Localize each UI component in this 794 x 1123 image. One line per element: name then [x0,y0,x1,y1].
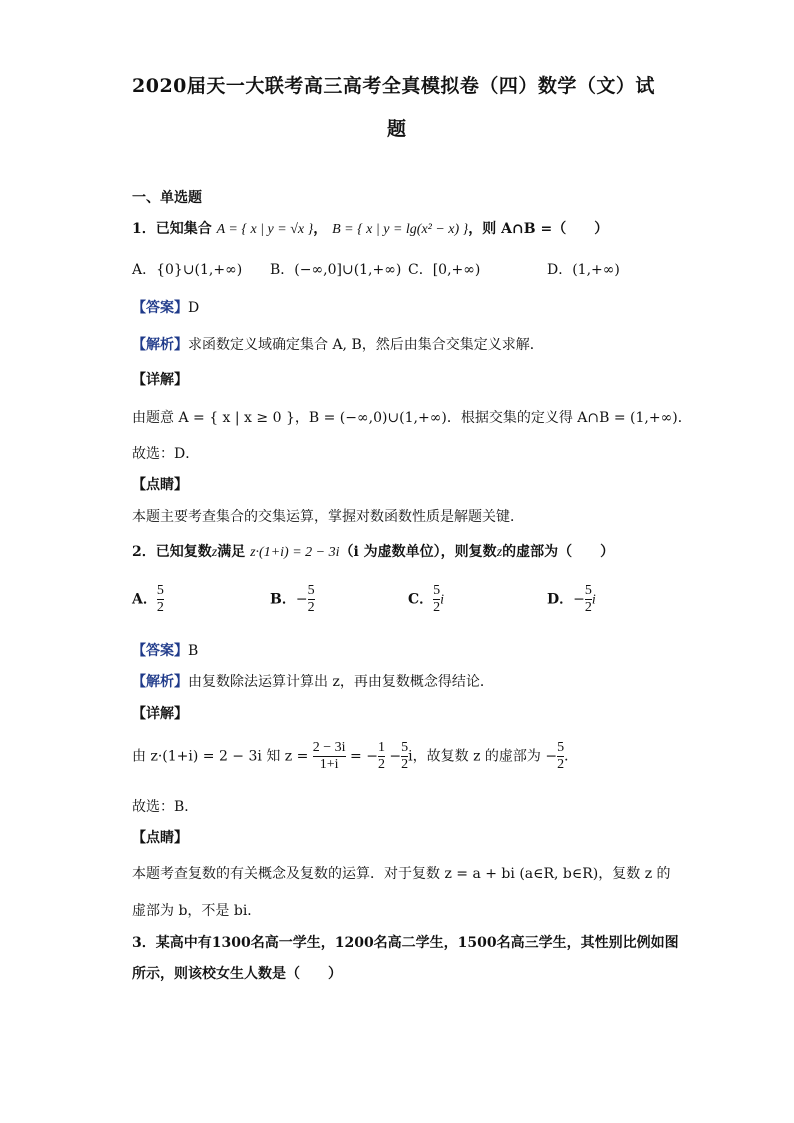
denominator: 2 [557,757,565,773]
analysis-text: 由复数除法运算计算出 z，再由复数概念得结论． [188,674,494,690]
q1-comment-text: 本题主要考查集合的交集运算，掌握对数函数性质是解题关键． [132,509,524,525]
answer-value: B [188,643,199,659]
imaginary-unit: i [440,592,445,608]
variable-z: z [496,545,503,560]
denominator: 1+i [313,756,346,773]
numerator: 1 [377,740,385,755]
q2-option-b[interactable] [270,583,315,616]
page-title-continued: 题 [387,118,407,140]
fraction [313,740,346,773]
option-label: D． [547,591,574,608]
numerator: 5 [557,740,565,755]
denominator: 2 [584,600,592,616]
set-b-expression: B = { x | y = lg(x² − x) } [332,222,469,237]
detail-text: = − [350,748,378,765]
set-a-expression: A = { x | y = √x } [216,222,314,237]
section-heading: 一、单选题 [132,190,202,206]
q2-analysis [132,671,494,691]
page-title: 2020届天一大联考高三高考全真模拟卷（四）数学（文）试 [132,75,655,97]
question-text: （i 为虚数单位），则复数 [339,544,497,560]
q1-option-c[interactable]: C．[0,+∞) [408,262,481,278]
detail-text: ． [564,748,579,765]
analysis-tag: 【解析】 [132,337,188,353]
q2-option-c[interactable] [408,583,444,616]
numerator: 5 [401,740,409,755]
question-text-end: 的虚部为（ ） [502,544,615,560]
q2-answer [132,640,198,660]
q1-option-a[interactable]: A．{0}∪(1,+∞) [132,262,243,278]
answer-tag: 【答案】 [132,643,188,659]
q1-choose: 故选：D． [132,446,200,462]
q1-option-b[interactable]: B．(−∞,0]∪(1,+∞) [270,262,402,278]
q2-choose: 故选：B． [132,799,199,815]
q1-detail-tag: 【详解】 [132,372,188,388]
numerator: 2 − 3i [312,740,346,755]
fraction [157,583,164,616]
question-text: 已知集合 [155,221,212,237]
option-sign: − [573,591,585,608]
denominator: 2 [156,600,164,616]
q2-option-a[interactable] [132,583,164,616]
question-text: 已知复数 [155,544,212,560]
q2-comment-tag: 【点睛】 [132,830,188,846]
detail-text: − [389,748,402,765]
denominator: 2 [377,757,385,773]
q2-comment-text-continued: 虚部为 b，不是 bi． [132,903,262,919]
q1-comment-tag: 【点睛】 [132,477,188,493]
answer-value: D [188,300,200,316]
question-2-stem [132,541,614,561]
question-number: 3． [132,935,156,951]
q2-detail-text [132,740,578,773]
equation: z·(1+i) = 2 − 3i [250,545,340,560]
question-text: 满足 [217,544,246,560]
question-number: 1． [132,221,156,237]
question-text-end: ，则 A∩B =（ ） [468,221,609,237]
question-number: 2． [132,544,156,560]
denominator: 2 [401,757,409,773]
q2-detail-tag: 【详解】 [132,706,188,722]
fraction [585,583,592,616]
denominator: 2 [433,600,441,616]
numerator: 5 [584,583,592,598]
q2-comment-text: 本题考查复数的有关概念及复数的运算．对于复数 z = a + bi (a∈R, b∈R)，复数 z 的 [132,866,671,882]
analysis-text: 求函数定义域确定集合 A, B，然后由集合交集定义求解． [188,337,544,353]
q2-option-d[interactable] [547,583,596,616]
numerator: 5 [433,583,441,598]
option-label: C． [408,591,434,608]
numerator: 5 [156,583,164,598]
option-label: B． [270,591,296,608]
variable-z: z [211,545,218,560]
question-3-stem [132,932,679,952]
q1-option-d[interactable]: D．(1,+∞) [547,262,620,278]
q1-detail-text: 由题意 A = { x | x ≥ 0 }，B = (−∞,0)∪(1,+∞)．根据交集的定义得 A∩B = (1,+∞)． [132,410,692,426]
detail-text: i，故复数 z 的虚部为 − [408,748,558,765]
answer-tag: 【答案】 [132,300,188,316]
q1-analysis [132,334,544,354]
q1-answer [132,297,199,317]
option-label: A． [132,591,157,608]
imaginary-unit: i [591,592,596,608]
analysis-tag: 【解析】 [132,674,188,690]
denominator: 2 [307,600,315,616]
question-text: 某高中有1300名高一学生，1200名高二学生，1500名高三学生，其性别比例如图 [155,935,679,951]
detail-text: 由 z·(1+i) = 2 − 3i 知 z = [132,748,309,765]
question-3-stem-continued: 所示，则该校女生人数是（ ） [132,966,342,982]
fraction [308,583,315,616]
option-sign: − [295,591,308,608]
fraction [378,740,385,773]
question-1-stem: 1．已知集合 A = { x | y = √x }， B = { x | y = lg(x² − x) }，则 A∩B =（ ） [132,221,609,237]
numerator: 5 [307,583,315,598]
